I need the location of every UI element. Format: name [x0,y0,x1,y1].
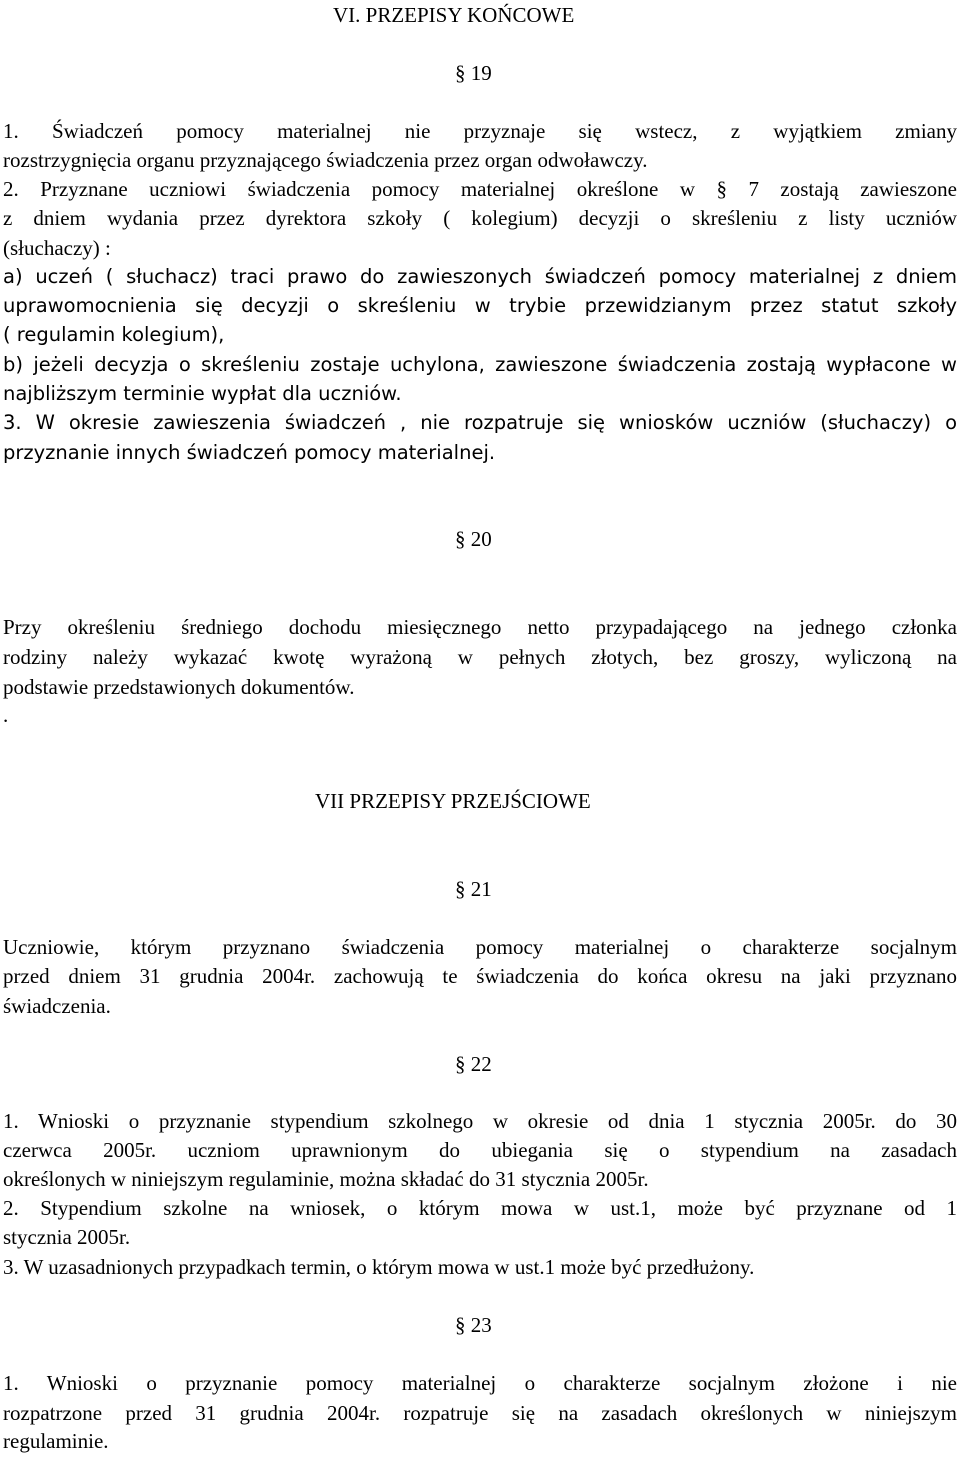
text-line: podstawie przedstawionych dokumentów. [3,675,355,699]
section-heading-22: § 22 [455,1052,492,1076]
text-line: 1. Wnioski o przyznanie stypendium szkolnego w okresie od dnia 1 stycznia 2005r. do 30 [3,1109,957,1133]
text-line: . [3,703,9,727]
text-line: 2. Przyznane uczniowi świadczenia pomocy materialnej określone w § 7 zostają zawieszone [3,177,957,201]
text-line: 1. Świadczeń pomocy materialnej nie przyznaje się wstecz, z wyjątkiem zmiany [3,119,957,143]
section-heading-19: § 19 [455,61,492,85]
text-line: świadczenia. [3,994,111,1018]
section-heading-23: § 23 [455,1313,492,1337]
text-line: b) jeżeli decyzja o skreśleniu zostaje uchylona, zawieszone świadczenia zostają wypłacone w [3,353,957,376]
text-line: czerwca 2005r. uczniom uprawnionym do ubiegania się o stypendium na zasadach [3,1138,957,1162]
text-line: ( regulamin kolegium), [3,323,225,346]
chapter-heading-transitional-provisions: VII PRZEPISY PRZEJŚCIOWE [315,789,591,813]
text-line: a) uczeń ( słuchacz) traci prawo do zawieszonych świadczeń pomocy materialnej z dniem [3,265,957,288]
text-line: 2. Stypendium szkolne na wniosek, o którym mowa w ust.1, może być przyznane od 1 [3,1196,957,1220]
text-line: przyznanie innych świadczeń pomocy materialnej. [3,441,496,464]
section-heading-21: § 21 [455,877,492,901]
text-line: rozpatrzone przed 31 grudnia 2004r. rozpatruje się na zasadach określonych w niniejszym [3,1401,957,1425]
text-line: (słuchaczy) : [3,236,111,260]
text-line: uprawomocnienia się decyzji o skreśleniu w trybie przewidzianym przez statut szkoły [3,294,957,317]
text-line: 3. W okresie zawieszenia świadczeń , nie rozpatruje się wniosków uczniów (słuchaczy) o [3,411,957,434]
text-line: 1. Wnioski o przyznanie pomocy materialnej o charakterze socjalnym złożone i nie [3,1371,957,1395]
text-line: rozstrzygnięcia organu przyznającego świadczenia przez organ odwoławczy. [3,148,648,172]
text-line: Uczniowie, którym przyznano świadczenia pomocy materialnej o charakterze socjalnym [3,935,957,959]
text-line: stycznia 2005r. [3,1225,131,1249]
text-line: najbliższym terminie wypłat dla uczniów. [3,382,402,405]
text-line: przed dniem 31 grudnia 2004r. zachowują te świadczenia do końca okresu na jaki przyznano [3,964,957,988]
text-line: Przy określeniu średniego dochodu miesięcznego netto przypadającego na jednego członka [3,615,957,639]
text-line: określonych w niniejszym regulaminie, można składać do 31 stycznia 2005r. [3,1167,649,1191]
text-line: z dniem wydania przez dyrektora szkoły ( kolegium) decyzji o skreśleniu z listy uczniów [3,206,957,230]
chapter-heading-final-provisions: VI. PRZEPISY KOŃCOWE [333,3,575,27]
section-heading-20: § 20 [455,527,492,551]
text-line: 3. W uzasadnionych przypadkach termin, o którym mowa w ust.1 może być przedłużony. [3,1255,755,1279]
text-line: rodziny należy wykazać kwotę wyrażoną w pełnych złotych, bez groszy, wyliczoną na [3,645,957,669]
text-line: regulaminie. [3,1429,109,1453]
